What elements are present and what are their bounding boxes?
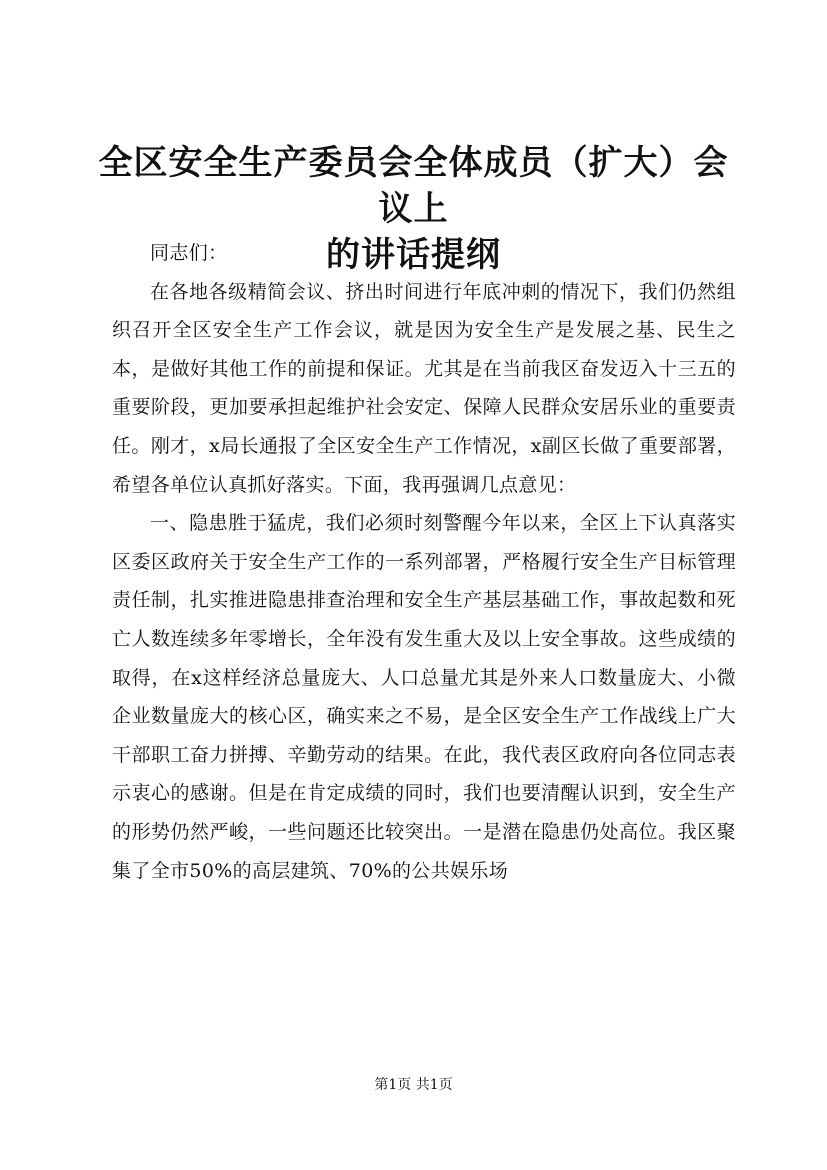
title-line-1: 全区安全生产委员会全体成员（扩大）会议上 bbox=[98, 143, 729, 229]
document-body bbox=[112, 234, 736, 890]
page-footer: 第1页 共1页 bbox=[374, 1077, 453, 1093]
paragraph-2: 一、隐患胜于猛虎，我们必须时刻警醒今年以来，全区上下认真落实区委区政府关于安全生产工作的一系列部署，严格履行安全生产目标管理责任制，扎实推进隐患排查治理和安全生产基层基础工作，事故起数和死亡人数连续多年零增长，全年没有发生重大及以上安全事故。这些成绩的取得，在x这样经济总量庞大、人口总量尤其是外来人口数量庞大、小微企业数量庞大的核心区，确实来之不易，是全区安全生产工作战线上广大干部职工奋力拼搏、辛勤劳动的结果。在此，我代表区政府向各位同志表示衷心的感谢。但是在肯定成绩的同时，我们也要清醒认识到，安全生产的形势仍然严峻，一些问题还比较突出。一是潜在隐患仍处高位。我区聚集了全市50%的高层建筑、70%的公共娱乐场 bbox=[112, 512, 736, 882]
salutation: 同志们： bbox=[150, 242, 228, 264]
paragraph-1: 在各地各级精简会议、挤出时间进行年底冲刺的情况下，我们仍然组织召开全区安全生产工作会议，就是因为安全生产是发展之基、民生之本，是做好其他工作的前提和保证。尤其是在当前我区奋发迈入十三五的重要阶段，更加要承担起维护社会安定、保障人民群众安居乐业的重要责任。刚才，x局长通报了全区安全生产工作情况，x副区长做了重要部署，希望各单位认真抓好落实。下面，我再强调几点意见： bbox=[112, 280, 736, 496]
title-line-2: 的讲话提纲 bbox=[326, 235, 501, 275]
